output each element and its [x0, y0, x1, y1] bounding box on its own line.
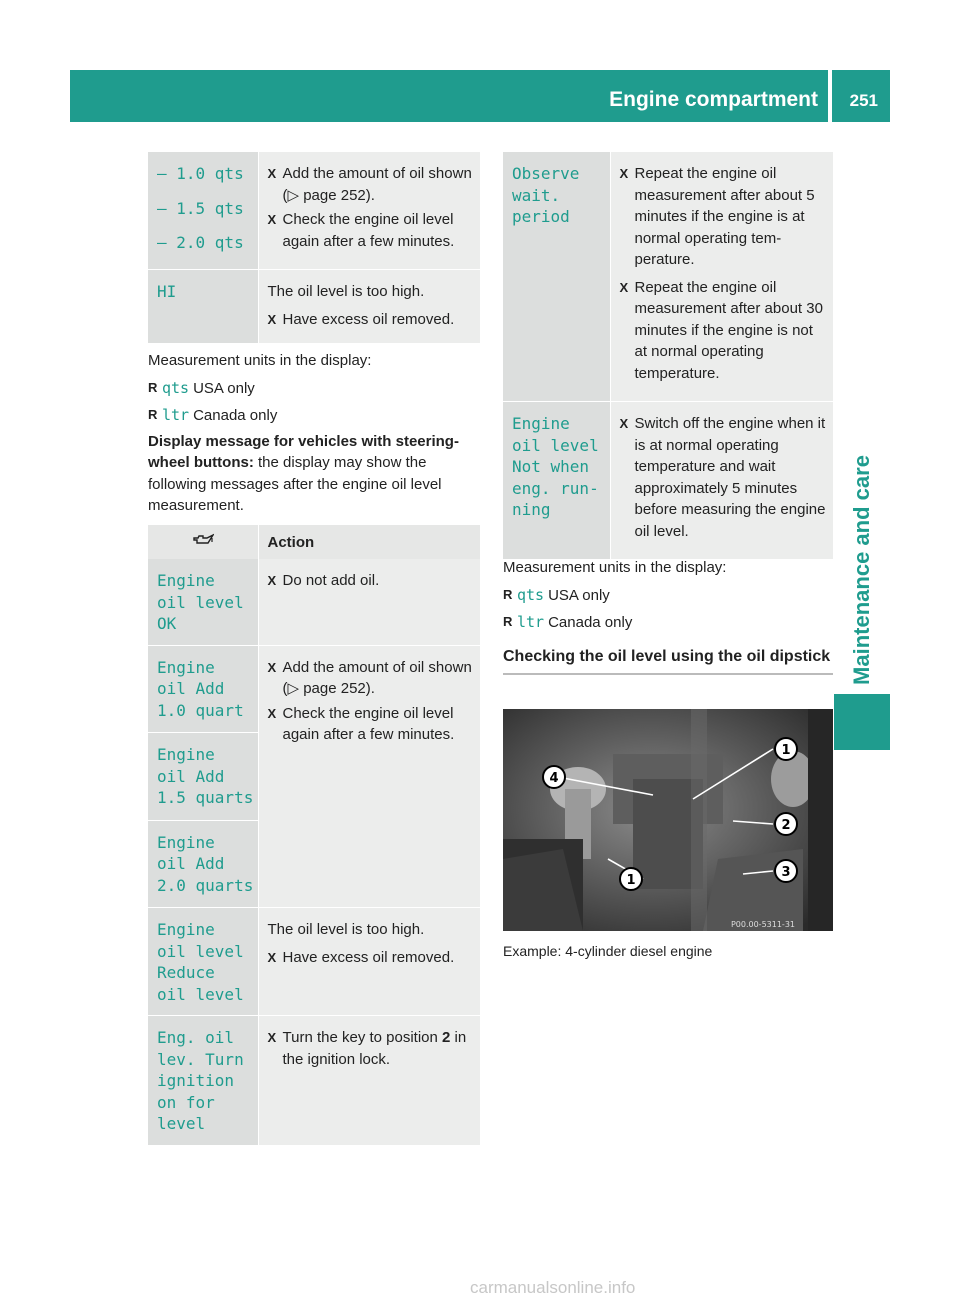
step-marker-icon: X [267, 949, 277, 965]
instruction-step: X Have excess oil removed. [268, 309, 475, 331]
instruction-step: X Do not add oil. [268, 570, 475, 592]
step-marker-icon: X [619, 416, 629, 431]
instruction-step: X Turn the key to position 2 in the ignition lock. [267, 1029, 467, 1068]
step-marker-icon: X [267, 573, 277, 588]
display-message: Observe wait. period [512, 164, 580, 226]
table-row [148, 1016, 480, 1146]
oil-can-icon [148, 525, 258, 559]
display-message: Engine oil Add 2.0 quarts [157, 832, 254, 895]
site-watermark: carmanualsonline.info [470, 1278, 636, 1297]
chapter-tab-label: Maintenance and care [849, 455, 874, 685]
instruction-step: X Repeat the engine oil measurement after about 5 minutes if the engine is at normal operating temperature. [619, 165, 815, 268]
display-message: – 1.0 qts [157, 164, 244, 183]
callout-label: 1 [626, 873, 636, 888]
table-row [503, 152, 833, 402]
display-message: HI [157, 282, 177, 301]
list-item: R ltr Canada only [503, 609, 833, 636]
callout-label: 4 [549, 771, 559, 786]
page-header [70, 70, 890, 122]
table-row [148, 908, 480, 1016]
display-message: Engine oil level Reduce oil level [157, 920, 244, 1004]
step-marker-icon: X [267, 212, 277, 227]
table-row [148, 645, 480, 908]
status-text: The oil level is too high. [267, 283, 425, 300]
page-number: 251 [849, 91, 878, 110]
oil-can-icon [192, 533, 214, 547]
callout-label: 2 [781, 818, 791, 833]
instruction-step: X Add the amount of oil shown (▷ page 252). [267, 658, 472, 697]
status-text: The oil level is too high. [267, 921, 425, 938]
instruction-step: X Check the engine oil level again after a few minutes. [267, 704, 455, 743]
section-title: Engine compartment [609, 88, 818, 111]
step-marker-icon: X [267, 311, 277, 327]
steering-wheel-note: Display message for vehicles with steering-wheel buttons: the display may show the following messages after the engine oil level measurement. [148, 432, 459, 514]
table-row [148, 559, 480, 645]
callout-label: 1 [781, 743, 791, 758]
units-intro: Measurement units in the display: [148, 352, 372, 369]
step-marker-icon: X [267, 705, 277, 721]
units-block-left [148, 350, 480, 517]
step-marker-icon: X [267, 166, 277, 181]
list-item: R ltr Canada only [148, 402, 480, 429]
instruction-step: X Switch off the engine when it is at normal operating temperature and wait approximately 5 minutes before measuring the engine oil level. [619, 415, 826, 540]
table-row [148, 152, 480, 270]
display-message: Eng. oil lev. Turn ignition on for level [157, 1028, 244, 1133]
list-item: R qts USA only [503, 582, 833, 609]
section-heading: Checking the oil level using the oil dipstick [503, 647, 831, 665]
oil-message-table-1 [148, 152, 480, 344]
engine-photo [503, 709, 833, 931]
photo-caption: Example: 4-cylinder diesel engine [503, 943, 713, 959]
instruction-step: X Check the engine oil level again after a few minutes. [267, 211, 455, 250]
oil-message-table-3 [503, 152, 833, 560]
display-message: – 1.5 qts [157, 198, 244, 218]
table-row [503, 402, 833, 560]
image-id-code: P00.00-5311-31 [730, 920, 795, 929]
instruction-step: X Have excess oil removed. [268, 947, 475, 969]
bullet-icon: R [148, 379, 158, 395]
units-intro: Measurement units in the display: [503, 559, 727, 576]
step-marker-icon: X [267, 659, 277, 675]
action-column-header: Action [258, 525, 480, 559]
bullet-icon: R [503, 613, 513, 629]
step-marker-icon: X [619, 166, 629, 181]
instruction-step: X Add the amount of oil shown (▷ page 252). [267, 165, 472, 204]
display-message: Engine oil level OK [157, 571, 244, 633]
heading-rule [503, 673, 833, 675]
chapter-marker [834, 694, 890, 750]
list-item: R qts USA only [148, 375, 480, 402]
oil-message-table-2 [148, 525, 480, 1146]
display-message: Engine oil Add 1.0 quart [148, 646, 258, 734]
engine-photo-illustration [503, 709, 833, 931]
instruction-step: X Repeat the engine oil measurement after about 30 minutes if the engine is not at normal operating temperature. [619, 278, 823, 382]
header-divider [828, 70, 832, 122]
bullet-icon: R [148, 406, 158, 422]
table-row [148, 270, 480, 344]
table-header-row [148, 525, 480, 559]
step-marker-icon: X [619, 279, 629, 295]
display-message: Engine oil Add 1.5 quarts [148, 733, 258, 821]
callout-label: 3 [781, 865, 791, 880]
display-message: – 2.0 qts [157, 233, 244, 252]
chapter-tab [834, 420, 890, 720]
units-block-right [503, 557, 833, 675]
display-message: Engine oil level Not when eng. run- ning [512, 414, 599, 519]
step-marker-icon: X [267, 1030, 277, 1045]
bullet-icon: R [503, 586, 513, 602]
